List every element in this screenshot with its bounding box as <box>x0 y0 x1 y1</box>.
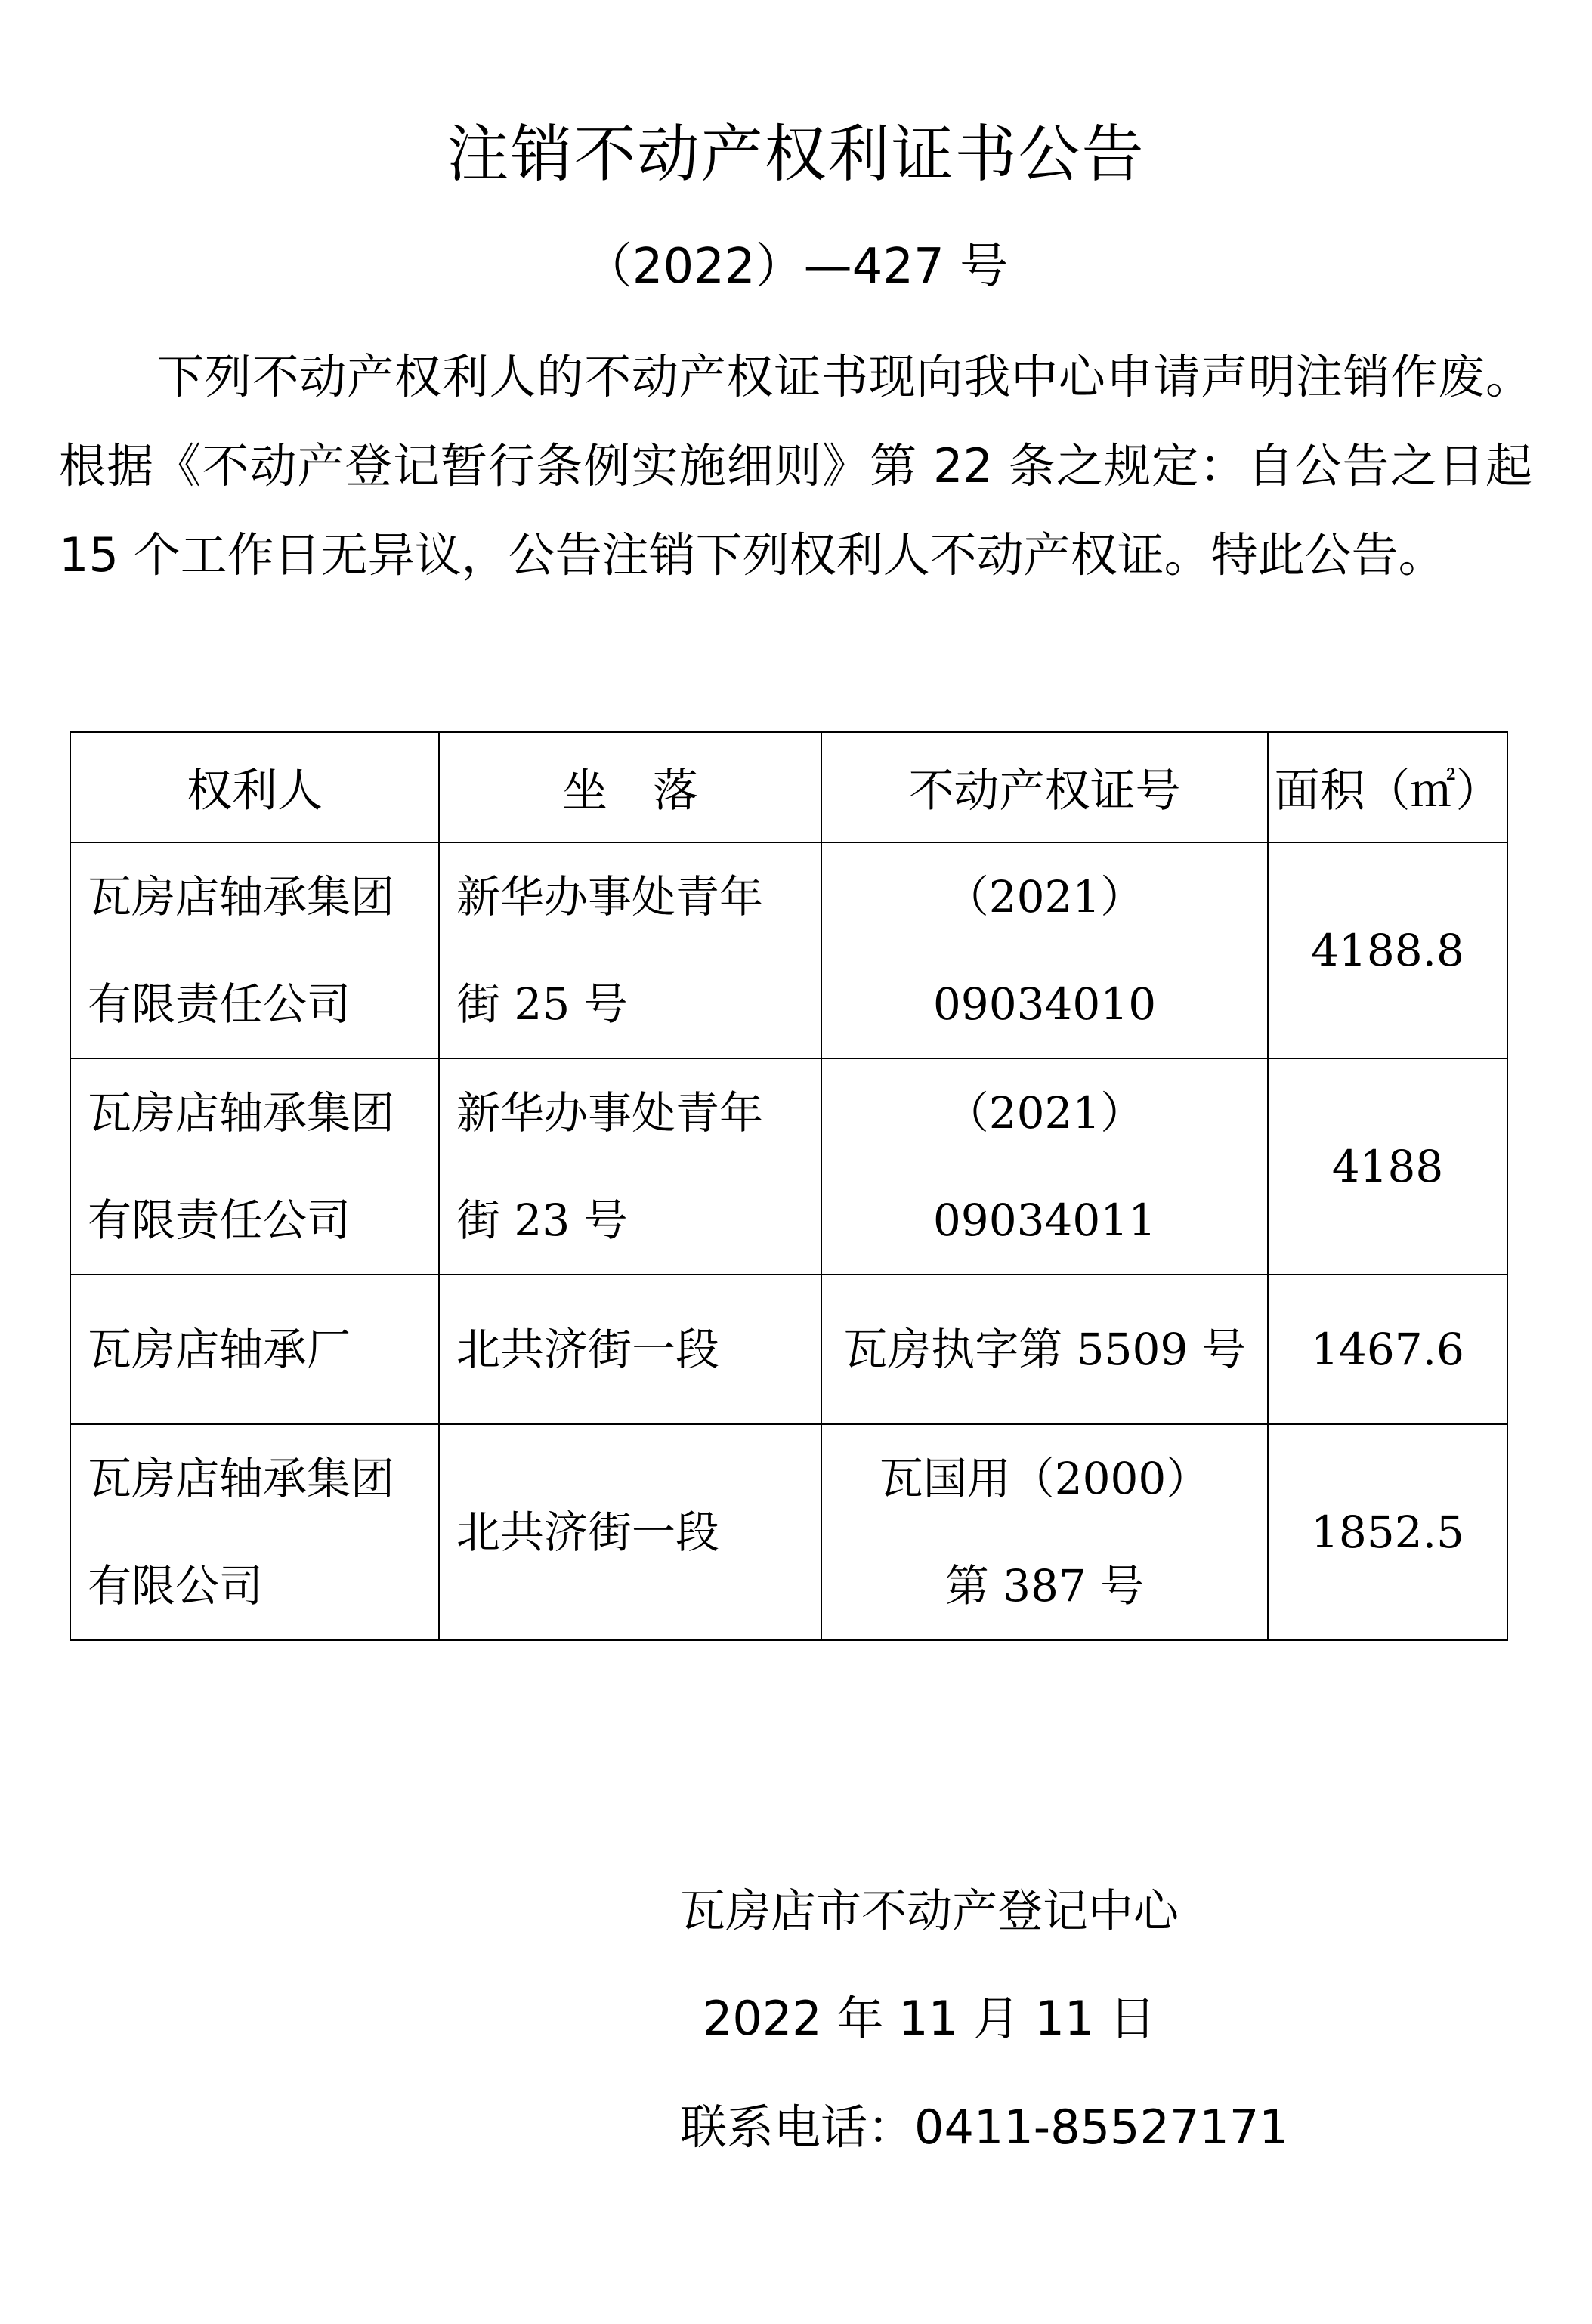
certificate-cell <box>821 842 1268 1058</box>
location-cell <box>439 1058 821 1275</box>
location-line: 北共济街一段 <box>456 1507 720 1558</box>
notice-body: 下列不动产权利人的不动产权证书现向我中心申请声明注销作废。根据《不动产登记暂行条例实施细则》第 22 条之规定：自公告之日起 15 个工作日无异议，公告注销下列权利人不动产权证。特此公告。 <box>59 349 1532 583</box>
holder-cell <box>70 1424 439 1640</box>
certificate-cell <box>821 1424 1268 1640</box>
table-row <box>70 1275 1507 1424</box>
holder-cell <box>70 1058 439 1275</box>
location-line: 新华办事处青年 <box>456 1087 764 1139</box>
location-line: 街 23 号 <box>456 1194 628 1246</box>
notice-date: 2022 年 11 月 11 日 <box>702 1991 1157 2046</box>
holder-line: 有限公司 <box>88 1560 264 1612</box>
certificate-line: 瓦房执字第 5509 号 <box>843 1324 1246 1375</box>
area-cell: 4188 <box>1268 1058 1507 1275</box>
holder-line: 瓦房店轴承集团 <box>88 871 395 922</box>
table-header-row <box>70 732 1507 842</box>
location-line: 新华办事处青年 <box>456 871 764 922</box>
notice-title: 注销不动产权利证书公告 <box>447 119 1145 190</box>
certificate-cell <box>821 1058 1268 1275</box>
location-line: 北共济街一段 <box>456 1324 720 1375</box>
certificate-line: （2021）09034010 <box>932 871 1157 1030</box>
header-certificate-number: 不动产权证号 <box>821 732 1268 842</box>
header-area: 面积（㎡） <box>1268 732 1507 842</box>
location-line: 街 25 号 <box>456 978 628 1030</box>
notice-number: （2022）—427 号 <box>583 239 1009 295</box>
issuing-organization: 瓦房店市不动产登记中心 <box>680 1885 1179 1938</box>
certificate-cell <box>821 1275 1268 1424</box>
header-holder: 权利人 <box>70 732 439 842</box>
holder-line: 瓦房店轴承厂 <box>88 1324 351 1375</box>
holder-line: 瓦房店轴承集团 <box>88 1453 395 1504</box>
certificate-line: 瓦国用（2000） <box>879 1453 1210 1504</box>
area-cell: 1467.6 <box>1268 1275 1507 1424</box>
certificate-table <box>70 731 1508 1641</box>
holder-cell <box>70 842 439 1058</box>
certificate-line: 第 387 号 <box>944 1560 1145 1612</box>
certificate-line: （2021）09034011 <box>932 1087 1157 1246</box>
contact-phone: 联系电话：0411-85527171 <box>680 2100 1289 2155</box>
table-row <box>70 1424 1507 1640</box>
table-row <box>70 1058 1507 1275</box>
holder-cell <box>70 1275 439 1424</box>
area-cell: 1852.5 <box>1268 1424 1507 1640</box>
location-cell <box>439 1275 821 1424</box>
area-cell: 4188.8 <box>1268 842 1507 1058</box>
header-location: 坐 落 <box>439 732 821 842</box>
table-row <box>70 842 1507 1058</box>
location-cell <box>439 1424 821 1640</box>
holder-line: 有限责任公司 <box>88 1194 351 1246</box>
holder-line: 瓦房店轴承集团 <box>88 1087 395 1139</box>
location-cell <box>439 842 821 1058</box>
holder-line: 有限责任公司 <box>88 978 351 1030</box>
